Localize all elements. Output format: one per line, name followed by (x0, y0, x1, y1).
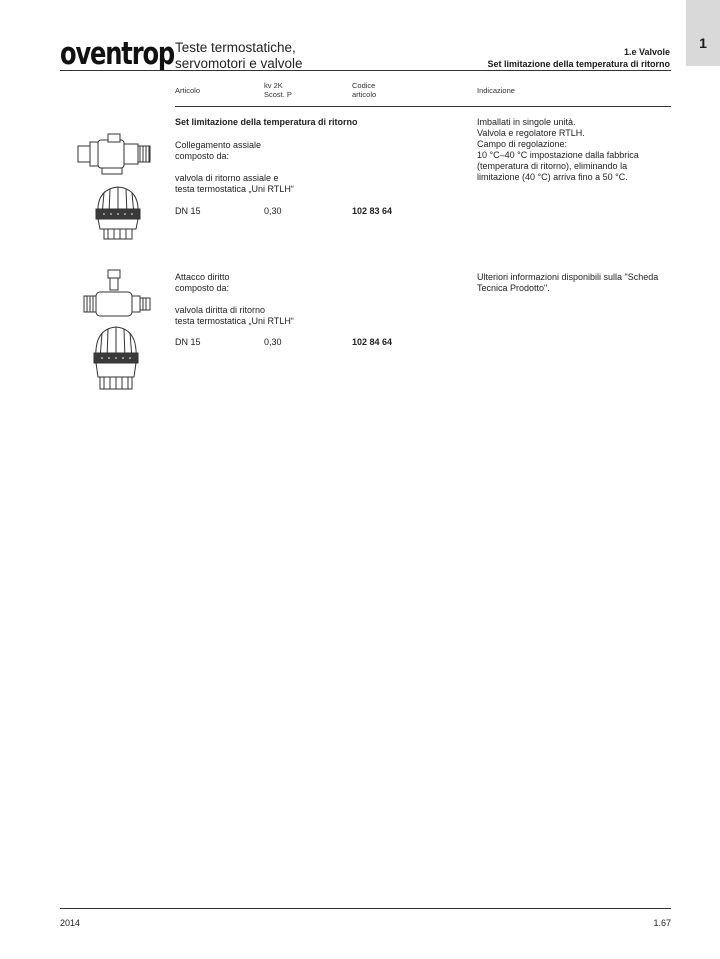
row-desc-line4: testa termostatica „Uni RTLH“ (175, 316, 294, 326)
column-header-indicazione: Indicazione (477, 86, 515, 95)
row-desc-line3: valvola diritta di ritorno (175, 305, 266, 315)
footer-divider (60, 908, 671, 909)
row-article-code: 102 83 64 (352, 206, 393, 216)
header-divider (60, 70, 671, 71)
row-size: DN 15 (175, 206, 201, 216)
straight-valve-illustration (82, 268, 154, 320)
table-header-divider (175, 106, 671, 107)
thermostatic-head-illustration (90, 325, 142, 397)
row-notes (477, 117, 639, 183)
row-desc-line4: testa termostatica „Uni RTLH“ (175, 184, 294, 194)
page-title-line2: servomotori e valvole (175, 56, 303, 71)
table-row-components (175, 173, 294, 195)
row-note-line: limitazione (40 °C) arriva fino a 50 °C. (477, 172, 628, 182)
valve-body (98, 140, 124, 168)
row-size: DN 15 (175, 337, 201, 347)
column-header-kv (264, 81, 292, 99)
brand-logo: oventrop (60, 36, 175, 72)
thermostatic-head-illustration (92, 185, 144, 247)
column-header-codice-line2: articolo (352, 90, 377, 99)
row-note-line: Campo di regolazione: (477, 139, 568, 149)
column-header-kv-line1: kv 2K (264, 81, 283, 90)
section-heading (487, 46, 670, 70)
group-title: Set limitazione della temperatura di ritorno (175, 117, 358, 127)
column-header-codice-line1: Codice (352, 81, 376, 90)
section-code: 1.e Valvole (623, 47, 670, 57)
row-note-line: (temperatura di ritorno), eliminando la (477, 161, 628, 171)
row-kv: 0,30 (264, 206, 282, 216)
page-title (175, 40, 303, 72)
row-desc-line1: Attacco diritto (175, 272, 230, 282)
row-note-line: Tecnica Prodotto". (477, 283, 550, 293)
valve-nut-left (78, 146, 90, 162)
page-title-line1: Teste termostatiche, (175, 40, 296, 55)
table-row-components (175, 305, 294, 327)
section-title: Set limitazione della temperatura di ritorno (487, 59, 670, 69)
column-header-codice (352, 81, 376, 99)
valve-cap (108, 270, 120, 278)
row-kv: 0,30 (264, 337, 282, 347)
row-desc-line1: Collegamento assiale (175, 140, 262, 150)
column-header-kv-line2: Scost. P (264, 90, 292, 99)
row-note-line: 10 °C–40 °C impostazione dalla fabbrica (477, 150, 639, 160)
row-note-line: Imballati in singole unità. (477, 117, 576, 127)
footer-year: 2014 (60, 918, 81, 928)
row-article-code: 102 84 64 (352, 337, 393, 347)
axial-valve-illustration (74, 132, 164, 176)
valve-body (96, 292, 132, 316)
row-desc-line3: valvola di ritorno assiale e (175, 173, 279, 183)
page-number: 1.67 (653, 918, 671, 928)
row-note-line: Ulteriori informazioni disponibili sulla "Scheda (477, 272, 659, 282)
table-row (175, 272, 230, 294)
row-desc-line2: composto da: (175, 283, 230, 293)
chapter-tab: 1 (686, 0, 720, 66)
column-header-articolo: Articolo (175, 86, 201, 95)
table-row (175, 140, 261, 162)
row-desc-line2: composto da: (175, 151, 230, 161)
row-notes (477, 272, 658, 294)
valve-outlet (124, 144, 138, 164)
row-note-line: Valvola e regolatore RTLH. (477, 128, 585, 138)
